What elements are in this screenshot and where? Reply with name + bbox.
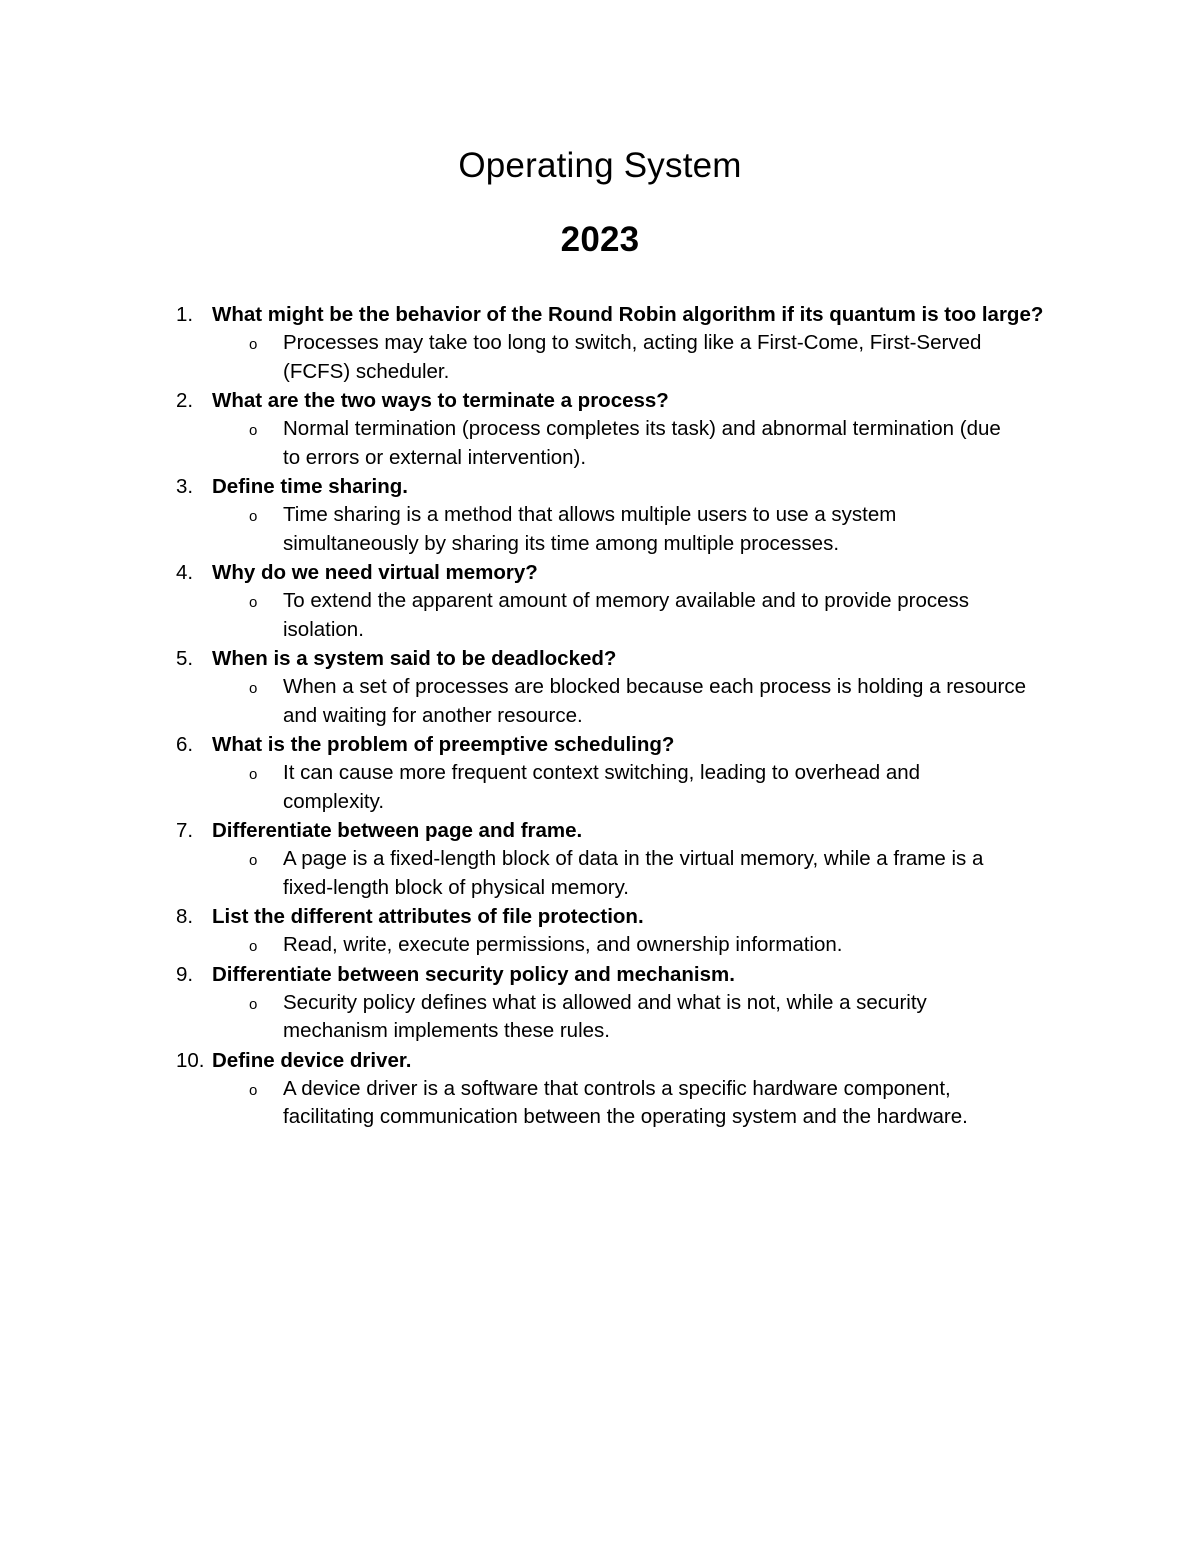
- question-item: [0, 644, 1200, 730]
- question-list: [0, 300, 1200, 1132]
- answer-row: [0, 1075, 1200, 1132]
- answer-row: [0, 329, 1200, 386]
- question-number: 4.: [176, 561, 194, 584]
- question-row: [0, 902, 1200, 931]
- answer-line: A page is a fixed-length block of data in the virtual memory, while a frame is a: [283, 847, 984, 870]
- bullet-circle-icon: o: [249, 766, 258, 783]
- question-item: [0, 1046, 1200, 1132]
- question-item: [0, 960, 1200, 1046]
- question-number: 5.: [176, 647, 194, 670]
- question-item: [0, 386, 1200, 472]
- answer-line: To extend the apparent amount of memory available and to provide process: [283, 589, 970, 612]
- answer-line: When a set of processes are blocked because each process is holding a resource: [283, 675, 1026, 698]
- question-text: Differentiate between security policy and mechanism.: [212, 962, 735, 986]
- question-row: [0, 300, 1200, 329]
- question-row: [0, 960, 1200, 989]
- question-text: When is a system said to be deadlocked?: [212, 647, 617, 670]
- question-number: 7.: [176, 819, 194, 842]
- question-row: [0, 644, 1200, 673]
- answer-line: facilitating communication between the operating system and the hardware.: [283, 1105, 968, 1128]
- answer-line: (FCFS) scheduler.: [283, 359, 450, 383]
- answer-row: [0, 759, 1200, 816]
- question-text: List the different attributes of file protection.: [212, 905, 644, 928]
- bullet-circle-icon: o: [249, 680, 258, 697]
- question-number: 9.: [176, 962, 194, 986]
- answer-line: Processes may take too long to switch, acting like a First-Come, First-Served: [283, 331, 982, 354]
- question-text: Differentiate between page and frame.: [212, 819, 583, 842]
- question-item: [0, 472, 1200, 558]
- question-text: Define device driver.: [212, 1048, 412, 1072]
- answer-line: Time sharing is a method that allows multiple users to use a system: [283, 503, 897, 526]
- question-number: 3.: [176, 475, 194, 498]
- answer-line: simultaneously by sharing its time among multiple processes.: [283, 531, 840, 555]
- question-row: [0, 472, 1200, 501]
- answer-row: [0, 415, 1200, 472]
- bullet-circle-icon: o: [249, 594, 258, 611]
- answer-line: mechanism implements these rules.: [283, 1019, 610, 1042]
- question-number: 8.: [176, 905, 194, 928]
- question-row: [0, 1046, 1200, 1075]
- question-row: [0, 730, 1200, 759]
- question-row: [0, 558, 1200, 587]
- question-item: [0, 902, 1200, 960]
- bullet-circle-icon: o: [249, 938, 258, 955]
- answer-row: [0, 501, 1200, 558]
- answer-line: Read, write, execute permissions, and ownership information.: [283, 933, 843, 956]
- answer-row: [0, 587, 1200, 644]
- question-text: What are the two ways to terminate a process?: [212, 389, 669, 412]
- question-number: 2.: [176, 389, 194, 412]
- answer-line: A device driver is a software that controls a specific hardware component,: [283, 1076, 951, 1100]
- answer-line: fixed-length block of physical memory.: [283, 875, 629, 899]
- question-item: [0, 730, 1200, 816]
- question-item: [0, 816, 1200, 902]
- question-number: 6.: [176, 733, 194, 756]
- answer-line: complexity.: [283, 789, 385, 813]
- document-year: 2023: [560, 220, 640, 259]
- bullet-circle-icon: o: [249, 995, 258, 1013]
- question-text: What might be the behavior of the Round Robin algorithm if its quantum is too large?: [212, 303, 1044, 326]
- answer-line: Normal termination (process completes its task) and abnormal termination (due: [283, 417, 1001, 440]
- answer-line: to errors or external intervention).: [283, 445, 587, 469]
- question-item: [0, 300, 1200, 386]
- question-text: Why do we need virtual memory?: [212, 561, 538, 584]
- question-row: [0, 816, 1200, 845]
- question-item: [0, 558, 1200, 644]
- bullet-circle-icon: o: [249, 336, 258, 353]
- answer-row: [0, 931, 1200, 960]
- question-text: What is the problem of preemptive scheduling?: [212, 733, 675, 756]
- bullet-circle-icon: o: [249, 508, 258, 525]
- answer-line: It can cause more frequent context switching, leading to overhead and: [283, 761, 921, 784]
- answer-row: [0, 845, 1200, 902]
- bullet-circle-icon: o: [249, 422, 258, 439]
- question-number: 10.: [176, 1048, 205, 1072]
- answer-line: isolation.: [283, 617, 364, 641]
- answer-line: Security policy defines what is allowed and what is not, while a security: [283, 990, 927, 1014]
- answer-row: [0, 989, 1200, 1046]
- bullet-circle-icon: o: [249, 1081, 258, 1099]
- question-text: Define time sharing.: [212, 475, 408, 498]
- answer-row: [0, 673, 1200, 730]
- document-title: Operating System: [458, 146, 742, 185]
- question-row: [0, 386, 1200, 415]
- answer-line: and waiting for another resource.: [283, 703, 583, 727]
- bullet-circle-icon: o: [249, 852, 258, 869]
- question-number: 1.: [176, 303, 194, 326]
